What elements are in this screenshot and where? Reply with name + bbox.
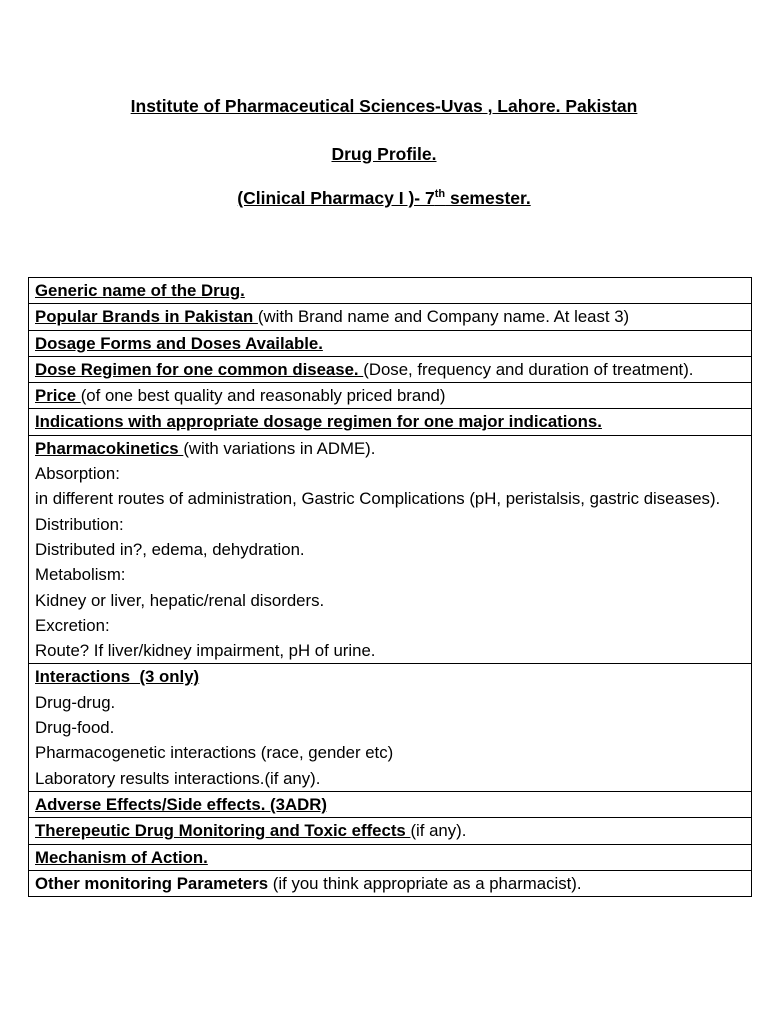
- row-label-adverse: Adverse Effects/Side effects. (3ADR): [35, 794, 327, 814]
- table-row-other: [29, 870, 752, 896]
- pk-excretion-heading: Excretion:: [35, 615, 110, 635]
- table-row-dosage-forms: [29, 330, 752, 356]
- table-cell: [29, 664, 752, 791]
- drug-profile-table: [28, 277, 752, 897]
- interaction-drug-drug: Drug-drug.: [35, 692, 116, 712]
- table-cell: [29, 435, 752, 664]
- table-row-indications: [29, 409, 752, 435]
- row-note-pharmacokinetics: (with variations in ADME).: [183, 438, 376, 458]
- row-note-brands: (with Brand name and Company name. At least 3): [257, 307, 630, 327]
- row-label-tdm: Therepeutic Drug Monitoring and Toxic effects: [35, 821, 411, 841]
- pk-absorption-heading: Absorption:: [35, 464, 120, 484]
- table-row-moa: [29, 844, 752, 870]
- pk-distribution-heading: Distribution:: [35, 514, 124, 534]
- pk-metabolism-heading: Metabolism:: [35, 565, 126, 585]
- table-cell: [29, 791, 752, 817]
- row-note-tdm: (if any).: [410, 821, 467, 841]
- table-row-tdm: [29, 818, 752, 844]
- table-cell: [29, 330, 752, 356]
- row-label-brands: Popular Brands in Pakistan: [35, 307, 258, 327]
- row-note-price: (of one best quality and reasonably priced brand): [80, 386, 446, 406]
- table-cell: [29, 278, 752, 304]
- table-row-generic: [29, 278, 752, 304]
- table-row-interactions: [29, 664, 752, 791]
- pk-metabolism-text: Kidney or liver, hepatic/renal disorders.: [35, 590, 325, 610]
- course-name: (Clinical Pharmacy I )- 7: [237, 188, 435, 208]
- course-ordinal-suffix: th: [434, 188, 446, 200]
- document-title: Drug Profile.: [331, 144, 437, 164]
- table-row-price: [29, 383, 752, 409]
- pk-distribution-text: Distributed in?, edema, dehydration.: [35, 539, 305, 559]
- row-label-moa: Mechanism of Action.: [35, 847, 208, 867]
- interaction-pharmacogenetic: Pharmacogenetic interactions (race, gender etc): [35, 743, 394, 763]
- institute-heading: Institute of Pharmaceutical Sciences-Uvas , Lahore. Pakistan: [130, 96, 638, 116]
- course-heading: [0, 188, 768, 209]
- interaction-laboratory: Laboratory results interactions.(if any).: [35, 768, 321, 788]
- table-row-brands: [29, 304, 752, 330]
- table-cell: [29, 818, 752, 844]
- table-cell: [29, 356, 752, 382]
- course-semester: semester.: [445, 188, 531, 208]
- row-label-dosage-forms: Dosage Forms and Doses Available.: [35, 333, 323, 353]
- row-label-indications: Indications with appropriate dosage regimen for one major indications.: [35, 412, 602, 432]
- table-cell: [29, 383, 752, 409]
- pk-absorption-text: in different routes of administration, Gastric Complications (pH, peristalsis, gastric diseases).: [35, 489, 721, 509]
- table-row-pharmacokinetics: [29, 435, 752, 664]
- row-label-other: Other monitoring Parameters: [35, 873, 269, 893]
- table-row-adverse: [29, 791, 752, 817]
- row-label-dose-regimen: Dose Regimen for one common disease.: [35, 359, 364, 379]
- row-note-dose-regimen: (Dose, frequency and duration of treatment).: [363, 359, 694, 379]
- table-cell: [29, 304, 752, 330]
- table-cell: [29, 844, 752, 870]
- table-cell: [29, 409, 752, 435]
- row-note-other: (if you think appropriate as a pharmacist).: [268, 873, 582, 893]
- row-label-interactions: Interactions (3 only): [35, 667, 200, 687]
- interaction-drug-food: Drug-food.: [35, 718, 115, 738]
- row-label-price: Price: [35, 386, 81, 406]
- row-label-generic: Generic name of the Drug.: [35, 281, 245, 300]
- table-row-dose-regimen: [29, 356, 752, 382]
- table-cell: [29, 870, 752, 896]
- row-label-pharmacokinetics: Pharmacokinetics: [35, 438, 184, 458]
- pk-excretion-text: Route? If liver/kidney impairment, pH of urine.: [35, 641, 376, 661]
